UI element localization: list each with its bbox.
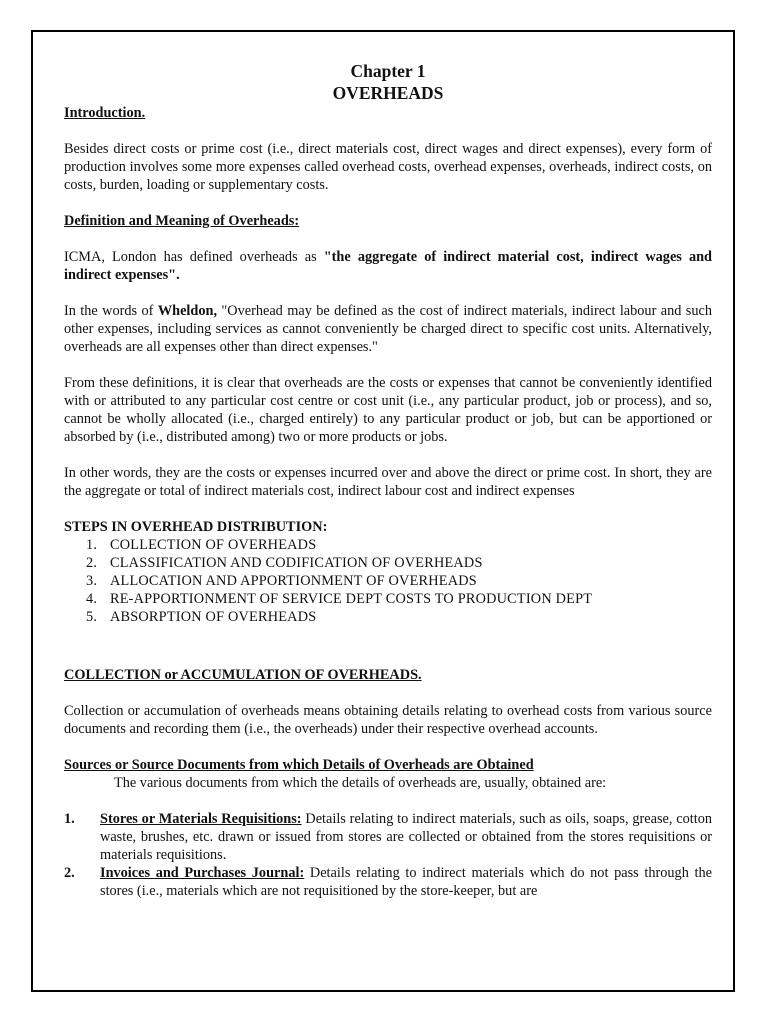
definitions-paragraph: From these definitions, it is clear that overheads are the costs or expenses that cannot be conveniently identified with or attributed to any particular cost centre or cost unit (i.e., any particular product, job or process), and so, cannot be wholly allocated (i.e., charged entirely) to any particular product or job, but can be apportioned or absorbed by (i.e., distributed among) two or more products or jobs. [64, 375, 712, 445]
collection-paragraph: Collection or accumulation of overheads means obtaining details relating to overhead costs from various source documents and recording them (i.e., the overheads) under their respective overhead accounts. [64, 703, 712, 737]
sources-list [64, 810, 712, 900]
wheldon-prefix: In the words of [64, 303, 158, 319]
intro-heading: Introduction. [64, 105, 146, 121]
chapter-label: Chapter 1 [350, 61, 426, 81]
wheldon-name: Wheldon, [157, 303, 218, 319]
icma-paragraph [64, 248, 712, 284]
step-item: 3. ALLOCATION AND APPORTIONMENT OF OVERHEADS [86, 573, 477, 589]
sources-heading: Sources or Source Documents from which Details of Overheads are Obtained [64, 757, 534, 773]
icma-quote: "the aggregate of indirect material cost, indirect wages and indirect expenses". [64, 249, 712, 283]
source-text: Details relating to indirect materials, such as oils, soaps, grease, cotton waste, brushes, etc. drawn or issued from stores are collected or obtained from the stores requisitions or materials requisitions. [100, 811, 712, 863]
intro-paragraph: Besides direct costs or prime cost (i.e., direct materials cost, direct wages and direct expenses), every form of production involves some more expenses called overhead costs, overhead expenses, overheads, indirect costs, on costs, burden, loading or supplementary costs. [64, 141, 712, 193]
step-item: 1. COLLECTION OF OVERHEADS [86, 537, 317, 553]
chapter-title: OVERHEADS [332, 83, 444, 103]
steps-heading: STEPS IN OVERHEAD DISTRIBUTION: [64, 519, 328, 535]
icma-prefix: ICMA, London has defined overheads as [64, 249, 324, 265]
wheldon-paragraph [64, 302, 712, 356]
definition-heading: Definition and Meaning of Overheads: [64, 213, 300, 229]
step-item: 5. ABSORPTION OF OVERHEADS [86, 609, 317, 625]
steps-list [64, 536, 712, 626]
step-item: 2. CLASSIFICATION AND CODIFICATION OF OVERHEADS [86, 555, 483, 571]
collection-heading: COLLECTION or ACCUMULATION OF OVERHEADS. [64, 667, 422, 683]
source-title: Stores or Materials Requisitions: [100, 811, 302, 827]
document-body [64, 60, 712, 900]
sources-intro: The various documents from which the details of overheads are, usually, obtained are: [114, 775, 607, 791]
source-item: 2. Invoices and Purchases Journal: Details relating to indirect materials which do not pass through the stores (i.e., materials which are not requisitioned by the store-keeper, but are [64, 865, 712, 899]
source-title: Invoices and Purchases Journal: [100, 865, 305, 881]
source-item: 1. Stores or Materials Requisitions: Details relating to indirect materials, such as oils, soaps, grease, cotton waste, brushes, etc. drawn or issued from stores are collected or obtained from the stores requisitions or materials requisitions. [64, 811, 712, 863]
step-item: 4. RE-APPORTIONMENT OF SERVICE DEPT COSTS TO PRODUCTION DEPT [86, 591, 593, 607]
source-text: Details relating to indirect materials which do not pass through the stores (i.e., materials which are not requisitioned by the store-keeper, but are [100, 865, 712, 899]
other-words-paragraph: In other words, they are the costs or expenses incurred over and above the direct or prime cost. In short, they are the aggregate or total of indirect materials cost, indirect labour cost and indirect expenses [64, 465, 712, 499]
wheldon-quote: "Overhead may be defined as the cost of indirect materials, indirect labour and such other expenses, including services as cannot conveniently be charged direct to specific cost units. Alternatively, overheads are all expenses other than direct expenses." [64, 303, 712, 355]
